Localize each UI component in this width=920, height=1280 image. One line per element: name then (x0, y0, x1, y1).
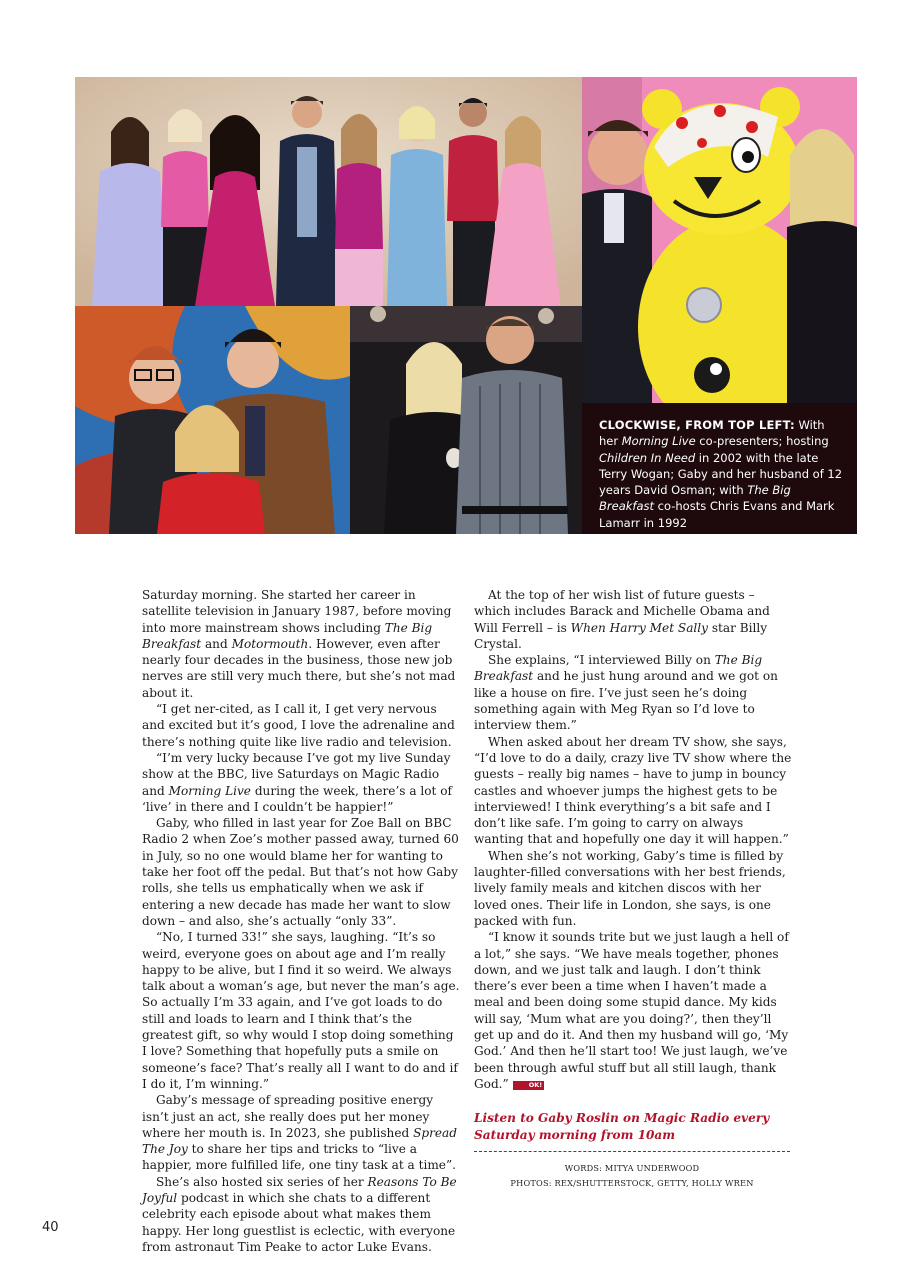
paragraph: “No, I turned 33!” she says, laughing. “It’s so weird, everyone goes on about age and I’m really happy to be alive, but I find it so weird. We always talk about a woman’s age, but never the man’s age. So actually I’m 33 again, and I’ve got loads to do still and loads to learn and I think that’s the greatest gift, so why would I stop doing something I love? Something that hopefully puts a smile on someone’s face? That’s really all I want to do and if I do it, I’m winning.” (142, 930, 460, 1091)
paragraph: Saturday morning. She started her career in satellite television in January 1987, before moving into more mainstream shows including The Big Breakfast and Motormouth. However, even after nearly four decades in the business, those new job nerves are still very much there, but she’s not mad about it. (142, 588, 456, 700)
photo-caption: CLOCKWISE, FROM TOP LEFT: With her Morning Live co-presenters; hosting Children In Need in 2002 with the late Terry Wogan; Gaby and her husband of 12 years David Osman; with The Big Breakfast co-hosts Chris Evans and Mark Lamarr in 1992 (582, 403, 857, 534)
pudsey-photo (582, 77, 857, 403)
article-column-left (142, 587, 460, 1255)
paragraph: She’s also hosted six series of her Reasons To Be Joyful podcast in which she chats to a different celebrity each episode about what makes them happy. Her long guestlist is eclectic, with everyone from astronaut Tim Peake to actor Luke Evans. (142, 1174, 457, 1254)
paragraph: She explains, “I interviewed Billy on The Big Breakfast and he just hung around and we got on like a house on fire. I’ve just seen he’s doing something again with Meg Ryan so I’d love to interview them.” (474, 653, 778, 733)
morning-live-photo (75, 77, 582, 306)
paragraph: “I’m very lucky because I’ve got my live Sunday show at the BBC, live Saturdays on Magic Radio and Morning Live during the week, there’s a lot of ‘live’ in there and I couldn’t be happier!” (142, 750, 453, 814)
paragraph: When asked about her dream TV show, she says, “I’d love to do a daily, crazy live TV show where the guests – really big names – have to jump in bouncy castles and whoever jumps the highest gets to be interviewed! I think everything’s a bit safe and I don’t like safe. I’m going to carry on always wanting that and hopefully one day it will happen.” (474, 734, 792, 847)
dashed-divider (474, 1151, 790, 1152)
paragraph: Gaby, who filled in last year for Zoe Ball on BBC Radio 2 when Zoe’s mother passed away, turned 60 in July, so no one would blame her for wanting to take her foot off the pedal. But that’s not how Gaby rolls, she tells us emphatically when we ask if entering a new decade has made her want to slow down – and also, she’s actually “only 33”. (142, 816, 459, 928)
paragraph: “I get ner-cited, as I call it, I get very nervous and excited but it’s good, I love the adrenaline and there’s nothing quite like live radio and television. (142, 702, 455, 749)
photos-credit: PHOTOS: REX/SHUTTERSTOCK, GETTY, HOLLY WREN (510, 1178, 754, 1189)
paragraph: When she’s not working, Gaby’s time is filled by laughter-filled conversations with her best friends, lively family meals and kitchen discos with her loved ones. Their life in London, she says, is one packed with fun. (474, 848, 786, 928)
words-credit: WORDS: MITYA UNDERWOOD (564, 1162, 700, 1173)
big-breakfast-photo (75, 306, 350, 534)
paragraph: At the top of her wish list of future guests – which includes Barack and Michelle Obama and Will Ferrell – is When Harry Met Sally star Billy Crystal. (474, 588, 770, 651)
page-number: 40 (42, 1220, 59, 1235)
credits (474, 1161, 790, 1192)
husband-photo (350, 306, 582, 534)
paragraph: “I know it sounds trite but we just laugh a hell of a lot,” she says. “We have meals together, phones down, and we just talk and laugh. I don’t think there’s ever been a time when I haven’t made a meal and been doing some stupid dance. My kids will say, ‘Mum what are you doing?’, then they’ll get up and do it. And then my husband will go, ‘My God.’ And then he’ll start too! We just laugh, we’ve been through awful stuff but all still laugh, thank God.” OK! (474, 930, 789, 1091)
article-column-right (474, 587, 792, 1192)
radio-promo: Listen to Gaby Roslin on Magic Radio every Saturday morning from 10am (474, 1111, 770, 1142)
ok-end-mark: OK! (513, 1081, 545, 1090)
caption-lead: CLOCKWISE, FROM TOP LEFT: (599, 418, 795, 432)
paragraph: Gaby’s message of spreading positive energy isn’t just an act, she really does put her money where her mouth is. In 2023, she published Spread The Joy to share her tips and tricks to “live a happier, more fulfilled life, one tiny task at a time”. (142, 1093, 457, 1173)
